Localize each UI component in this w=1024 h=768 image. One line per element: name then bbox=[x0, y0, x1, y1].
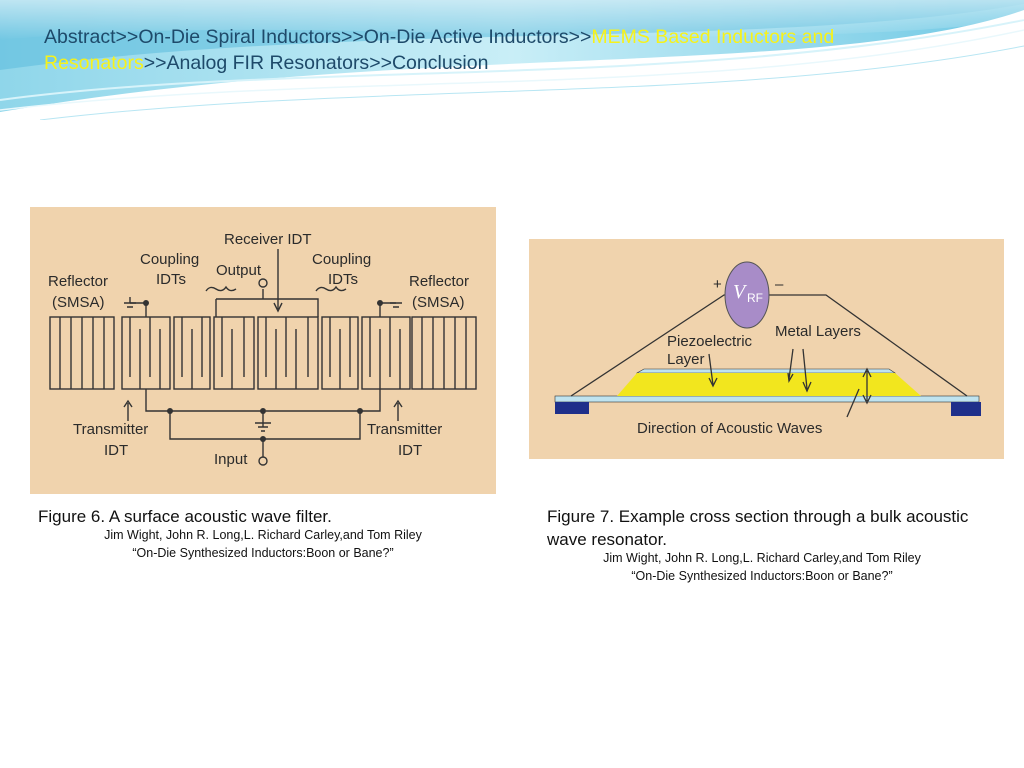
transmitter-right-label-2: IDT bbox=[398, 442, 423, 459]
breadcrumb bbox=[44, 24, 984, 76]
vrf-v-label: V bbox=[733, 281, 746, 303]
metal-layers-label: Metal Layers bbox=[775, 323, 861, 340]
nav-separator: >> bbox=[115, 26, 139, 48]
figure-saw-filter bbox=[30, 207, 496, 494]
reflector-left-label-2: (SMSA) bbox=[52, 294, 105, 311]
receiver-idt-label: Receiver IDT bbox=[224, 231, 312, 248]
left-contact-pad bbox=[555, 402, 589, 414]
vrf-rf-subscript: RF bbox=[747, 291, 763, 305]
nav-separator: >> bbox=[143, 52, 167, 74]
coupling-idts-left-label-1: Coupling bbox=[140, 251, 200, 268]
figure6-caption: Figure 6. A surface acoustic wave filter. bbox=[38, 507, 332, 526]
baw-resonator-diagram bbox=[529, 239, 1004, 459]
transmitter-right-label-1: Transmitter bbox=[367, 421, 443, 438]
nav-abstract[interactable]: Abstract bbox=[44, 26, 116, 48]
nav-separator: >> bbox=[568, 26, 592, 48]
acoustic-waves-label: Direction of Acoustic Waves bbox=[637, 420, 823, 437]
reflector-left-label-1: Reflector bbox=[48, 273, 109, 290]
nav-active-inductors[interactable]: On-Die Active Inductors bbox=[363, 26, 569, 48]
transmitter-left-label-2: IDT bbox=[104, 442, 129, 459]
bottom-metal-layer bbox=[555, 396, 979, 402]
transmitter-left-label-1: Transmitter bbox=[73, 421, 149, 438]
reflector-right-label-1: Reflector bbox=[409, 273, 470, 290]
input-label: Input bbox=[214, 451, 248, 468]
figure6-paper-title: “On-Die Synthesized Inductors:Boon or Bane?” bbox=[132, 546, 394, 560]
figure-baw-resonator bbox=[529, 239, 1004, 459]
coupling-idts-left-label-2: IDTs bbox=[156, 271, 186, 288]
output-label: Output bbox=[216, 262, 262, 279]
piezoelectric-label-2: Layer bbox=[667, 351, 705, 368]
figure7-authors: Jim Wight, John R. Long,L. Richard Carley,and Tom Riley bbox=[603, 551, 921, 565]
piezoelectric-label-1: Piezoelectric bbox=[667, 333, 753, 350]
right-contact-pad bbox=[951, 402, 981, 416]
nav-separator: >> bbox=[340, 26, 364, 48]
nav-separator: >> bbox=[369, 52, 392, 74]
nav-mems-inductors-current[interactable]: MEMS Based Inductors and Resonators bbox=[44, 26, 835, 74]
minus-terminal-label: – bbox=[775, 276, 784, 293]
plus-terminal-label: + bbox=[713, 276, 722, 293]
top-metal-layer bbox=[637, 369, 895, 373]
coupling-idts-right-label-2: IDTs bbox=[328, 271, 358, 288]
nav-conclusion[interactable]: Conclusion bbox=[391, 52, 489, 74]
figure7-caption: Figure 7. Example cross section through a bulk acoustic wave resonator. bbox=[547, 507, 969, 549]
figure7-paper-title: “On-Die Synthesized Inductors:Boon or Bane?” bbox=[631, 569, 893, 583]
coupling-idts-right-label-1: Coupling bbox=[312, 251, 372, 268]
saw-filter-diagram bbox=[30, 207, 496, 494]
nav-spiral-inductors[interactable]: On-Die Spiral Inductors bbox=[138, 26, 341, 48]
reflector-right-label-2: (SMSA) bbox=[412, 294, 465, 311]
nav-fir-resonators[interactable]: Analog FIR Resonators bbox=[166, 52, 370, 74]
figure6-authors: Jim Wight, John R. Long,L. Richard Carley,and Tom Riley bbox=[104, 528, 422, 542]
piezoelectric-layer-shape bbox=[617, 373, 921, 396]
